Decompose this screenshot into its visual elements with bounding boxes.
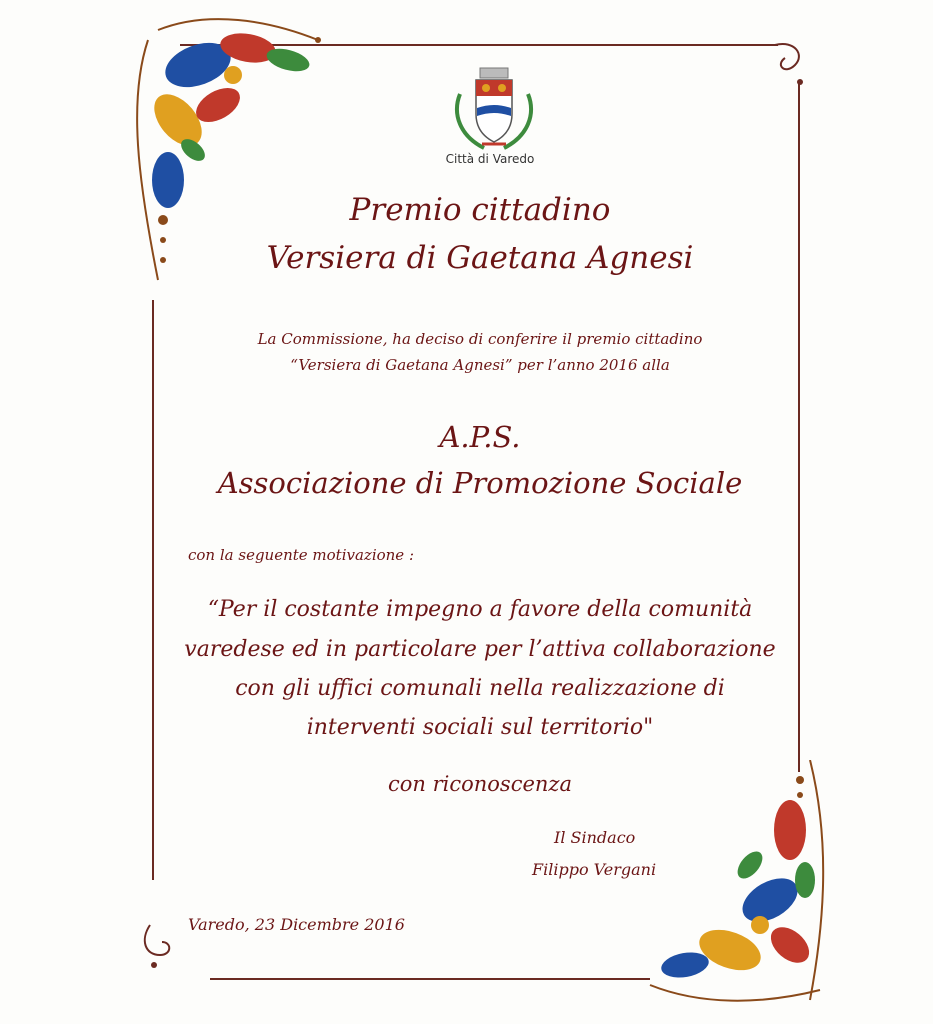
recipient-line-2: Associazione di Promozione Sociale	[217, 466, 743, 500]
title-line-2: Versiera di Gaetana Agnesi	[266, 240, 694, 276]
place-and-date: Varedo, 23 Dicembre 2016	[188, 915, 405, 934]
frame-bottom-line	[210, 978, 650, 980]
quote-line-1: “Per il costante impegno a favore della comunità	[207, 597, 753, 622]
intro-line-2: “Versiera di Gaetana Agnesi” per l’anno 2016 alla	[290, 356, 670, 374]
intro-line-1: La Commissione, ha deciso di conferire il premio cittadino	[257, 330, 703, 348]
scroll-curl-bottom-left	[140, 920, 180, 970]
motivation-intro: con la seguente motivazione :	[188, 546, 415, 564]
floral-corner-ornament-bottom-right	[640, 760, 840, 1010]
quote-line-4: interventi sociali sul territorio"	[306, 715, 654, 740]
city-name: Città di Varedo	[445, 152, 535, 166]
city-coat-of-arms-emblem	[446, 64, 542, 154]
scroll-curl-top-right	[770, 40, 810, 90]
signatory-name: Filippo Vergani	[532, 860, 657, 879]
title-line-1: Premio cittadino	[349, 192, 611, 228]
closing-text: con riconoscenza	[387, 772, 572, 796]
signatory-role: Il Sindaco	[554, 828, 636, 847]
recipient-line-1: A.P.S.	[439, 420, 521, 454]
quote-line-2: varedese ed in particolare per l’attiva collaborazione	[184, 637, 776, 662]
quote-line-3: con gli uffici comunali nella realizzazione di	[235, 676, 725, 701]
